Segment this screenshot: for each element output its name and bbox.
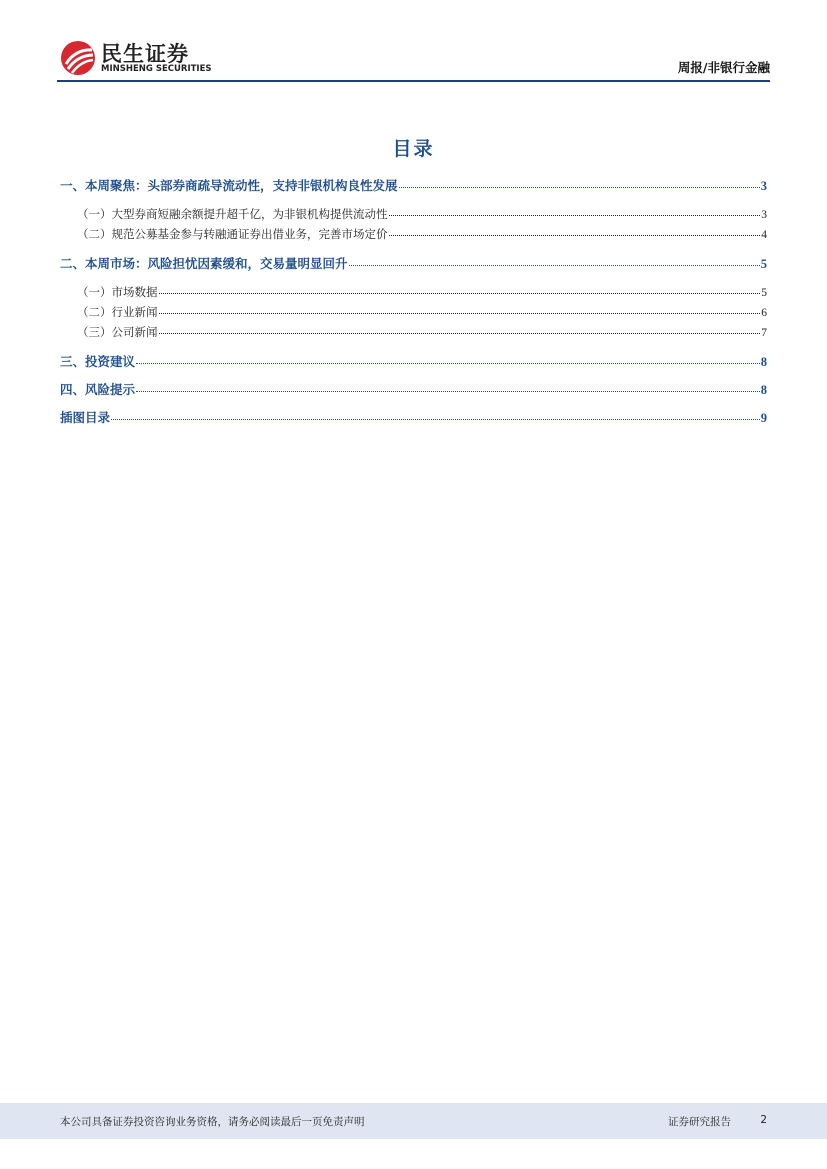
- toc-page-number: 5: [761, 287, 767, 299]
- toc-entry[interactable]: [60, 206, 767, 226]
- page-footer: [0, 1103, 827, 1139]
- toc-leader-dots: [159, 323, 761, 334]
- toc-page-number: 8: [760, 355, 767, 369]
- toc-entry-text: （三）公司新闻: [77, 325, 158, 339]
- toc-entry[interactable]: [60, 380, 767, 400]
- toc-entry[interactable]: [60, 254, 767, 274]
- toc-leader-dots: [136, 381, 760, 392]
- toc-leader-dots: [159, 303, 761, 314]
- toc-page-number: 5: [760, 257, 767, 271]
- toc-entry-text: （二）行业新闻: [77, 305, 158, 319]
- footer-disclaimer: 本公司具备证券投资咨询业务资格，请务必阅读最后一页免责声明: [60, 1116, 365, 1128]
- report-category: 周报/非银行金融: [677, 60, 770, 75]
- company-logo: [57, 36, 217, 80]
- toc-page-number: 7: [761, 327, 767, 339]
- toc-entry[interactable]: [60, 176, 767, 196]
- toc-entry-text: 二、本周市场：风险担忧因素缓和，交易量明显回升: [60, 256, 348, 271]
- toc-entry[interactable]: [60, 284, 767, 304]
- toc-leader-dots: [389, 225, 761, 236]
- toc-leader-dots: [349, 255, 760, 266]
- toc-page-number: 3: [760, 179, 767, 193]
- toc-page-number: 3: [761, 209, 767, 221]
- minsheng-logo-icon: [60, 40, 96, 76]
- toc-leader-dots: [389, 205, 761, 216]
- logo-english-name: MINSHENG SECURITIES: [101, 64, 212, 74]
- toc-title: 目录: [392, 138, 435, 160]
- toc-leader-dots: [111, 409, 760, 420]
- footer-document-type: 证券研究报告: [668, 1116, 731, 1128]
- toc-entry[interactable]: [60, 226, 767, 246]
- toc-entry-text: （一）大型券商短融余额提升超千亿，为非银机构提供流动性: [77, 207, 388, 221]
- footer-page-number: 2: [760, 1114, 767, 1126]
- toc-entry-text: （二）规范公募基金参与转融通证券出借业务，完善市场定价: [77, 227, 388, 241]
- toc-entry-text: 三、投资建议: [60, 354, 136, 369]
- logo-chinese-name: 民生证券: [101, 42, 189, 66]
- toc-entry-text: 插图目录: [60, 410, 111, 425]
- toc-entry[interactable]: [60, 408, 767, 428]
- toc-entry[interactable]: [60, 324, 767, 344]
- page-header: [57, 36, 770, 82]
- toc-page-number: 4: [761, 229, 767, 241]
- toc-entry-text: 一、本周聚焦：头部券商疏导流动性，支持非银机构良性发展: [60, 178, 398, 193]
- toc-page-number: 9: [760, 411, 767, 425]
- toc-leader-dots: [136, 353, 760, 364]
- toc-entry-text: （一）市场数据: [77, 285, 158, 299]
- toc-page-number: 6: [761, 307, 767, 319]
- toc-leader-dots: [159, 283, 761, 294]
- toc-page-number: 8: [760, 383, 767, 397]
- toc-leader-dots: [399, 177, 760, 188]
- toc-entry[interactable]: [60, 352, 767, 372]
- toc-entry-text: 四、风险提示: [60, 382, 136, 397]
- header-divider: [57, 80, 770, 82]
- toc-entry[interactable]: [60, 304, 767, 324]
